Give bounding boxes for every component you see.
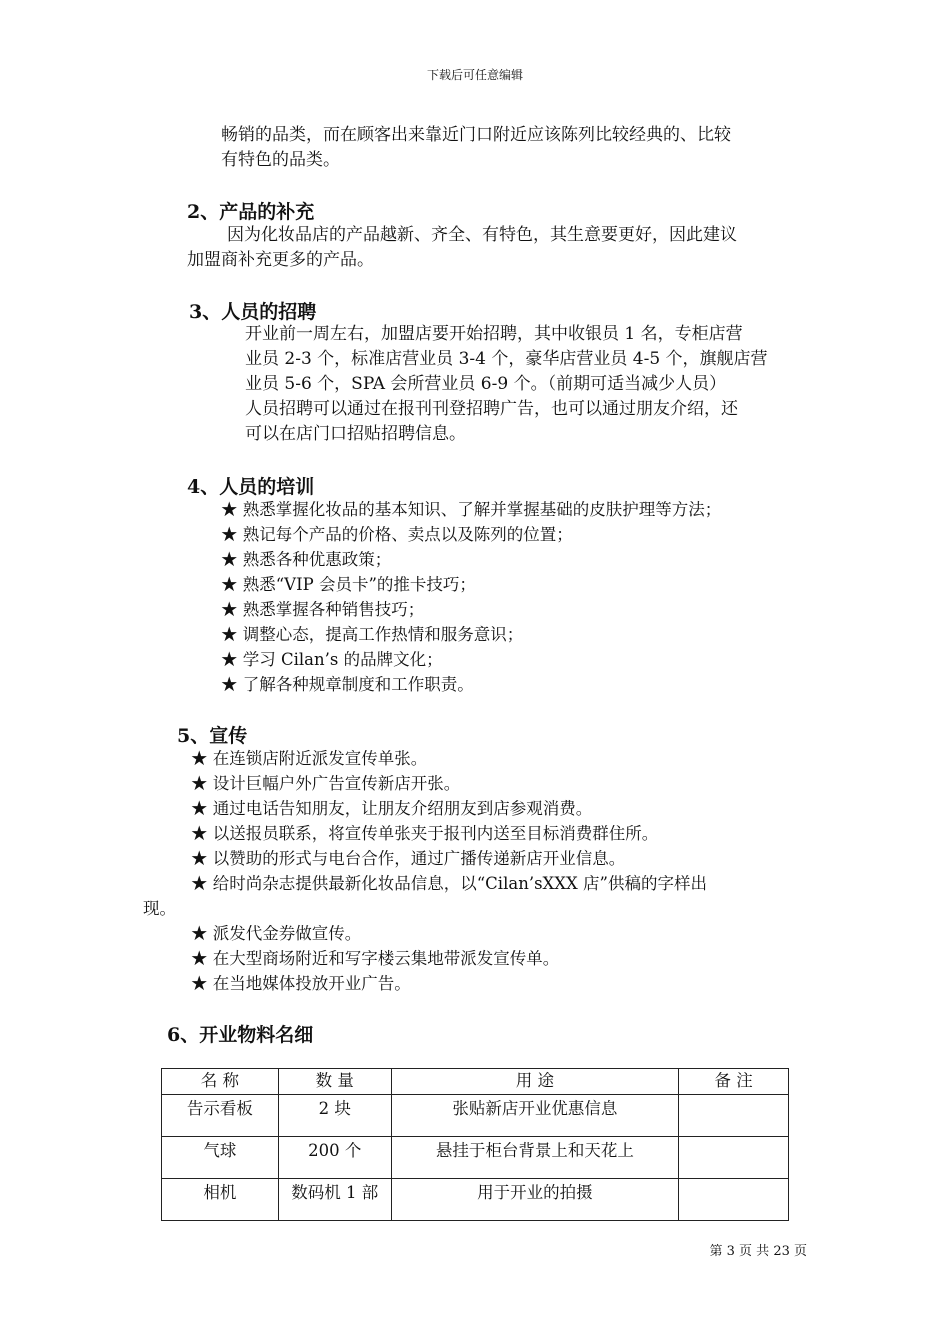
promotion-item: ★ 给时尚杂志提供最新化妆品信息，以“Cilan’sXXX 店”供稿的字样出 [191,874,707,893]
promotion-item: ★ 派发代金券做宣传。 [191,924,362,943]
promotion-item: ★ 以赞助的形式与电台合作，通过广播传递新店开业信息。 [191,849,626,868]
table-row [162,1137,789,1179]
section-3-line: 开业前一周左右，加盟店要开始招聘，其中收银员 1 名，专柜店营 [245,324,743,344]
section-4-title: 4、人员的培训 [187,476,315,498]
materials-table [161,1068,789,1221]
training-item: ★ 熟悉掌握化妆品的基本知识、了解并掌握基础的皮肤护理等方法； [221,500,722,519]
training-item: ★ 调整心态，提高工作热情和服务意识； [221,625,524,644]
page-footer: 第 3 页 共 23 页 [709,1244,807,1259]
table-header-row [162,1069,789,1095]
section-6-title: 6、开业物料名细 [167,1024,314,1046]
cell-name: 气球 [162,1137,279,1179]
cell-quantity: 2 块 [278,1095,391,1137]
cell-quantity: 数码机 1 部 [278,1179,391,1221]
cell-quantity: 200 个 [278,1137,391,1179]
intro-line-2: 有特色的品类。 [221,150,340,170]
promotion-item: ★ 设计巨幅户外广告宣传新店开张。 [191,774,461,793]
table-row [162,1095,789,1137]
table-row [162,1179,789,1221]
training-item: ★ 熟悉各种优惠政策； [221,550,392,569]
section-3-line: 业员 2-3 个，标准店营业员 3-4 个，豪华店营业员 4-5 个，旗舰店营 [245,349,768,369]
section-2-title: 2、产品的补充 [187,201,315,223]
cell-notes [679,1095,789,1137]
column-header-purpose: 用 途 [391,1069,679,1095]
section-2-line-2: 加盟商补充更多的产品。 [187,250,374,270]
training-item: ★ 熟悉“VIP 会员卡”的推卡技巧； [221,575,476,594]
section-2-line-1: 因为化妆品店的产品越新、齐全、有特色，其生意要更好，因此建议 [227,225,737,245]
column-header-quantity: 数 量 [278,1069,391,1095]
promotion-item: ★ 在当地媒体投放开业广告。 [191,974,411,993]
cell-name: 相机 [162,1179,279,1221]
training-item: ★ 学习 Cilan’s 的品牌文化； [221,650,443,669]
intro-line-1: 畅销的品类，而在顾客出来靠近门口附近应该陈列比较经典的、比较 [221,125,731,145]
cell-notes [679,1137,789,1179]
section-3-line: 人员招聘可以通过在报刊刊登招聘广告，也可以通过朋友介绍，还 [245,399,738,419]
training-item: ★ 熟记每个产品的价格、卖点以及陈列的位置； [221,525,573,544]
column-header-notes: 备 注 [679,1069,789,1095]
promotion-item: ★ 在连锁店附近派发宣传单张。 [191,749,428,768]
section-3-title: 3、人员的招聘 [189,301,317,323]
training-item: ★ 了解各种规章制度和工作职责。 [221,675,474,694]
page-header: 下载后可任意编辑 [426,68,523,82]
section-5-title: 5、宣传 [177,725,248,747]
promotion-item: ★ 以送报员联系，将宣传单张夹于报刊内送至目标消费群住所。 [191,824,659,843]
promotion-item: ★ 通过电话告知朋友，让朋友介绍朋友到店参观消费。 [191,799,593,818]
promotion-item-continuation: 现。 [143,899,176,918]
cell-name: 告示看板 [162,1095,279,1137]
section-3-line: 业员 5-6 个，SPA 会所营业员 6-9 个。（前期可适当减少人员） [245,374,727,394]
cell-purpose: 用于开业的拍摄 [391,1179,679,1221]
cell-purpose: 张贴新店开业优惠信息 [391,1095,679,1137]
section-3-line: 可以在店门口招贴招聘信息。 [245,424,466,444]
cell-purpose: 悬挂于柜台背景上和天花上 [391,1137,679,1179]
cell-notes [679,1179,789,1221]
training-item: ★ 熟悉掌握各种销售技巧； [221,600,425,619]
promotion-item: ★ 在大型商场附近和写字楼云集地带派发宣传单。 [191,949,560,968]
column-header-name: 名 称 [162,1069,279,1095]
